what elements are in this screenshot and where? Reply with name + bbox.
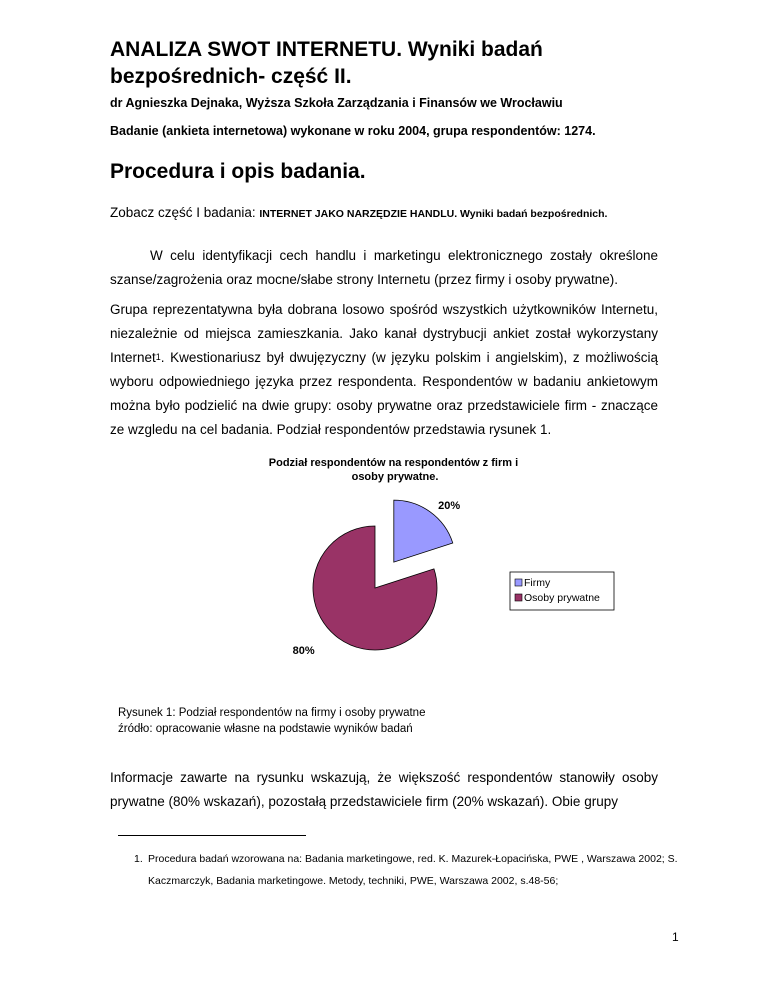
legend-swatch-osoby-prywatne xyxy=(515,594,522,601)
legend-label-osoby-prywatne: Osoby prywatne xyxy=(524,592,600,604)
data-label-osoby-prywatne: 80% xyxy=(292,645,315,657)
document-title: ANALIZA SWOT INTERNETU. Wyniki badań bezpośrednich- część II. xyxy=(110,38,543,88)
footnote-separator xyxy=(118,835,306,836)
pie-slices xyxy=(313,500,453,650)
paragraph-2-text-b: . Kwestionariusz był dwujęzyczny (w języku polskim i angielskim), z możliwością wyboru odpowiedniego języka przez respondenta. Respondentów w badaniu ankietowym można było podzielić na dwie grupy: osoby prywatne oraz przedstawiciele firm - znaczące ze wzgledu na cel badania. Podział respondentów przedstawia rysunek 1. xyxy=(110,350,658,437)
data-label-firmy: 20% xyxy=(438,500,461,512)
survey-info: Badanie (ankieta internetowa) wykonane w roku 2004, grupa respondentów: 1274. xyxy=(110,124,596,138)
section-title: Procedura i opis badania. xyxy=(110,160,366,183)
paragraph-2-text-a: Grupa reprezentatywna była dobrana losowo spośród wszystkich użytkowników Internetu, niezależnie od miejsca zamieszkania. Jako kanał dystrybucji ankiet został wykorzystany Internet xyxy=(110,302,658,365)
chart-title xyxy=(269,457,521,483)
legend-swatch-firmy xyxy=(515,579,522,586)
paragraph-3: Informacje zawarte na rysunku wskazują, że większość respondentów stanowiły osoby prywatne (80% wskazań), pozostałą przedstawiciele firm (20% wskazań). Obie grupy xyxy=(110,770,658,809)
chart-title-line-2: osoby prywatne. xyxy=(351,471,439,483)
chart-legend xyxy=(510,572,614,610)
figure-source: źródło: opracowanie własne na podstawie wyników badań xyxy=(118,723,413,735)
chart-title-line-1: Podział respondentów na respondentów z firm i xyxy=(268,457,519,469)
footnote-text: Procedura badań wzorowana na: Badania marketingowe, red. K. Mazurek-Łopacińska, PWE , Warszawa 2002; S. Kaczmarczyk, Badania marketingowe. Metody, techniki, PWE, Warszawa 2002, s.48-56; xyxy=(148,853,678,887)
pie-chart xyxy=(240,454,620,669)
author-line: dr Agnieszka Dejnaka, Wyższa Szkoła Zarządzania i Finansów we Wrocławiu xyxy=(110,96,563,110)
footnote-ref[interactable]: 1 xyxy=(155,352,161,362)
figure-caption: Rysunek 1: Podział respondentów na firmy i osoby prywatne xyxy=(118,707,426,719)
page-number: 1 xyxy=(672,930,679,944)
footnote-number: 1. xyxy=(134,853,143,865)
paragraph-2 xyxy=(110,298,658,442)
paragraph-1: W celu identyfikacji cech handlu i marketingu elektronicznego zostały określone szanse/zagrożenia oraz mocne/słabe strony Internetu (przez firmy i osoby prywatne). xyxy=(110,248,658,287)
legend-label-firmy: Firmy xyxy=(524,577,551,589)
see-also-link[interactable]: INTERNET JAKO NARZĘDZIE HANDLU. Wyniki badań bezpośrednich. xyxy=(259,208,608,220)
see-also xyxy=(110,205,607,220)
see-also-prefix: Zobacz część I badania: xyxy=(110,205,256,220)
